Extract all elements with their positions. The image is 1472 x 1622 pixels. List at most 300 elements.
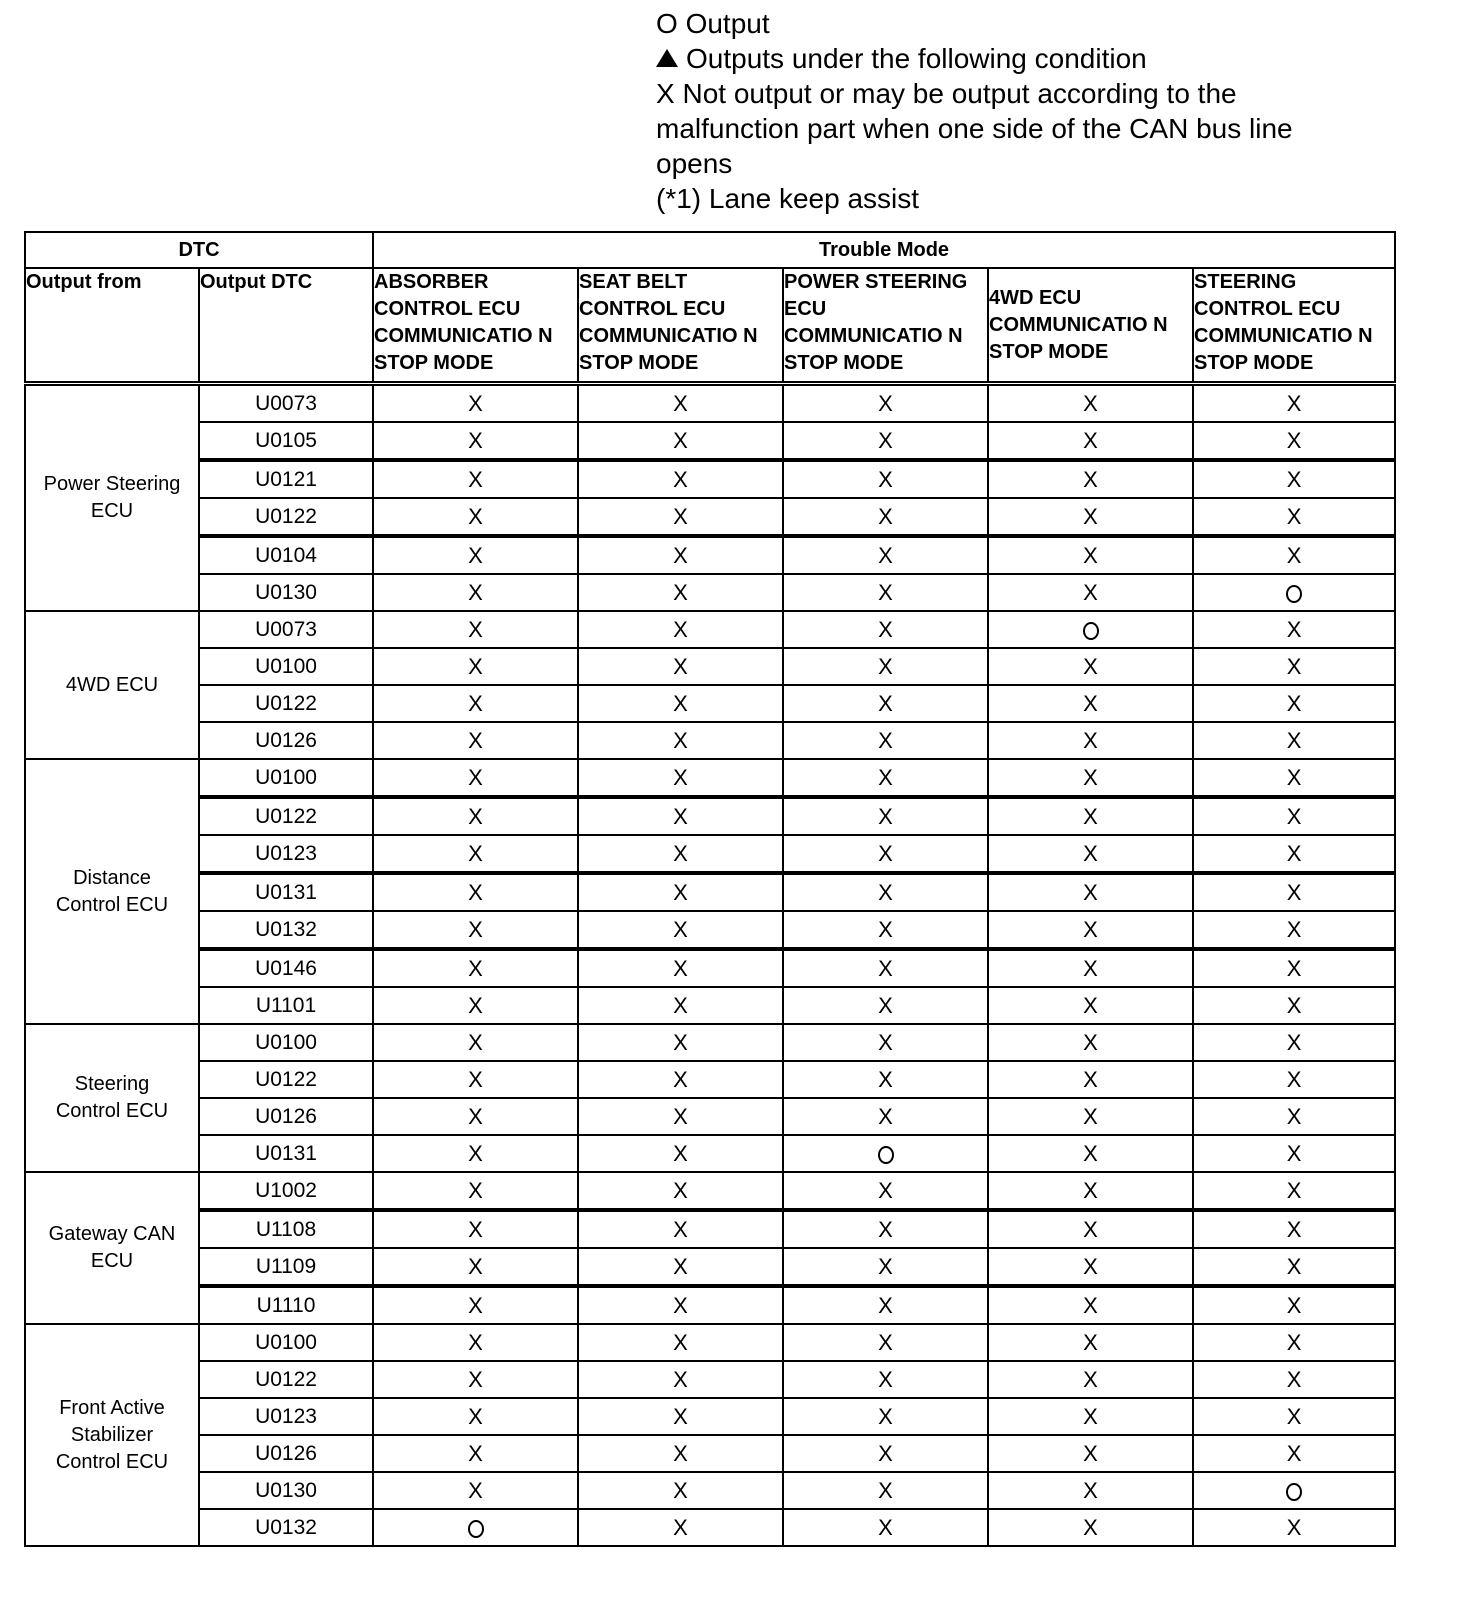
dtc-code-cell: U1108 bbox=[199, 1210, 373, 1248]
legend-condition bbox=[656, 41, 1416, 76]
not-output-x-icon: X bbox=[1286, 466, 1302, 492]
table-row bbox=[25, 611, 1395, 648]
mark-cell bbox=[783, 1472, 988, 1509]
not-output-x-icon: X bbox=[673, 803, 688, 829]
table-row bbox=[25, 1324, 1395, 1361]
mark-cell bbox=[578, 1472, 783, 1509]
mark-cell bbox=[373, 536, 578, 574]
table-row bbox=[25, 1361, 1395, 1398]
mark-cell bbox=[373, 648, 578, 685]
mark-cell bbox=[578, 722, 783, 759]
mark-cell bbox=[373, 987, 578, 1024]
mark-cell bbox=[783, 949, 988, 987]
mark-cell bbox=[1193, 1024, 1395, 1061]
trouble-mode-header: Trouble Mode bbox=[373, 232, 1395, 268]
not-output-x-icon: X bbox=[673, 879, 688, 905]
not-output-x-icon: X bbox=[673, 1066, 688, 1092]
dtc-code-cell: U0105 bbox=[199, 422, 373, 460]
dtc-code-cell: U1109 bbox=[199, 1248, 373, 1286]
triangle-icon bbox=[656, 49, 678, 67]
dtc-code-cell: U0122 bbox=[199, 1361, 373, 1398]
mark-cell bbox=[578, 1398, 783, 1435]
not-output-x-icon: X bbox=[1286, 690, 1302, 716]
not-output-x-icon: X bbox=[1286, 616, 1302, 642]
dtc-code-cell: U0130 bbox=[199, 1472, 373, 1509]
not-output-x-icon: X bbox=[468, 616, 483, 642]
not-output-x-icon: X bbox=[673, 916, 688, 942]
dtc-code-cell: U0121 bbox=[199, 460, 373, 498]
mark-cell bbox=[988, 1286, 1193, 1324]
not-output-x-icon: X bbox=[1286, 1029, 1302, 1055]
mark-cell bbox=[1193, 722, 1395, 759]
not-output-x-icon: X bbox=[673, 1292, 688, 1318]
dtc-code-cell: U0122 bbox=[199, 498, 373, 536]
dtc-code-cell: U0132 bbox=[199, 911, 373, 949]
mark-cell bbox=[988, 797, 1193, 835]
mark-cell bbox=[988, 611, 1193, 648]
table-row bbox=[25, 1210, 1395, 1248]
table-row bbox=[25, 835, 1395, 873]
table-row bbox=[25, 1248, 1395, 1286]
table-row bbox=[25, 1435, 1395, 1472]
not-output-x-icon: X bbox=[673, 503, 688, 529]
mark-cell bbox=[373, 1435, 578, 1472]
mark-cell bbox=[373, 1286, 578, 1324]
not-output-x-icon: X bbox=[1286, 427, 1302, 453]
table-row bbox=[25, 722, 1395, 759]
not-output-x-icon: X bbox=[468, 1403, 483, 1429]
not-output-x-icon: X bbox=[673, 1029, 688, 1055]
mark-cell bbox=[373, 1098, 578, 1135]
mark-cell bbox=[1193, 1210, 1395, 1248]
not-output-x-icon: X bbox=[468, 1216, 483, 1242]
table-row bbox=[25, 498, 1395, 536]
mark-cell bbox=[373, 574, 578, 611]
mark-cell bbox=[578, 1286, 783, 1324]
not-output-x-icon: X bbox=[878, 653, 893, 679]
table-row bbox=[25, 536, 1395, 574]
mark-cell bbox=[578, 498, 783, 536]
dtc-code-cell: U0123 bbox=[199, 1398, 373, 1435]
mark-cell bbox=[373, 1172, 578, 1210]
mark-cell bbox=[578, 1061, 783, 1098]
mark-cell bbox=[783, 498, 988, 536]
not-output-x-icon: X bbox=[1083, 955, 1098, 981]
not-output-x-icon: X bbox=[1286, 1292, 1302, 1318]
mark-cell bbox=[783, 1286, 988, 1324]
not-output-x-icon: X bbox=[1083, 764, 1098, 790]
mark-cell bbox=[1193, 574, 1395, 611]
dtc-code-cell: U0100 bbox=[199, 1324, 373, 1361]
not-output-x-icon: X bbox=[468, 503, 483, 529]
mark-cell bbox=[783, 1210, 988, 1248]
mark-cell bbox=[1193, 685, 1395, 722]
not-output-x-icon: X bbox=[673, 466, 688, 492]
not-output-x-icon: X bbox=[468, 879, 483, 905]
not-output-x-icon: X bbox=[1083, 1103, 1098, 1129]
mark-cell bbox=[988, 648, 1193, 685]
circle-icon: O bbox=[656, 8, 678, 39]
mark-cell bbox=[1193, 1509, 1395, 1546]
not-output-x-icon: X bbox=[673, 764, 688, 790]
mark-cell bbox=[988, 498, 1193, 536]
not-output-x-icon: X bbox=[673, 1216, 688, 1242]
table-row bbox=[25, 422, 1395, 460]
mark-cell bbox=[783, 873, 988, 911]
mark-cell bbox=[578, 797, 783, 835]
not-output-x-icon: X bbox=[1286, 1329, 1302, 1355]
not-output-x-icon: X bbox=[468, 992, 483, 1018]
not-output-x-icon: X bbox=[468, 427, 483, 453]
mark-cell bbox=[1193, 1472, 1395, 1509]
table-row bbox=[25, 911, 1395, 949]
not-output-x-icon: X bbox=[1083, 466, 1098, 492]
not-output-x-icon: X bbox=[1083, 1329, 1098, 1355]
output-from-cell: Gateway CAN ECU bbox=[25, 1172, 199, 1324]
not-output-x-icon: X bbox=[1286, 840, 1302, 866]
mark-cell bbox=[578, 648, 783, 685]
mark-cell bbox=[578, 835, 783, 873]
mark-cell bbox=[783, 685, 988, 722]
mark-cell bbox=[578, 460, 783, 498]
not-output-x-icon: X bbox=[1286, 653, 1302, 679]
mark-cell bbox=[373, 460, 578, 498]
mark-cell bbox=[1193, 873, 1395, 911]
mode-header: 4WD ECU COMMUNICATIO N STOP MODE bbox=[988, 268, 1193, 384]
mark-cell bbox=[988, 1172, 1193, 1210]
output-from-cell: Distance Control ECU bbox=[25, 759, 199, 1024]
mark-cell bbox=[783, 911, 988, 949]
mark-cell bbox=[1193, 835, 1395, 873]
not-output-x-icon: X bbox=[468, 955, 483, 981]
mark-cell bbox=[988, 422, 1193, 460]
mark-cell bbox=[783, 1248, 988, 1286]
not-output-x-icon: X bbox=[673, 542, 688, 568]
mark-cell bbox=[988, 1324, 1193, 1361]
mark-cell bbox=[988, 987, 1193, 1024]
mark-cell bbox=[373, 835, 578, 873]
table-row bbox=[25, 797, 1395, 835]
not-output-x-icon: X bbox=[1286, 916, 1302, 942]
mark-cell bbox=[1193, 1398, 1395, 1435]
mark-cell bbox=[373, 1324, 578, 1361]
not-output-x-icon: X bbox=[1083, 579, 1098, 605]
mark-cell bbox=[1193, 987, 1395, 1024]
not-output-x-icon: X bbox=[468, 840, 483, 866]
not-output-x-icon: X bbox=[1083, 992, 1098, 1018]
not-output-x-icon: X bbox=[878, 616, 893, 642]
not-output-x-icon: X bbox=[673, 1253, 688, 1279]
not-output-x-icon: X bbox=[1083, 840, 1098, 866]
not-output-x-icon: X bbox=[673, 690, 688, 716]
not-output-x-icon: X bbox=[1286, 1066, 1302, 1092]
mark-cell bbox=[1193, 1098, 1395, 1135]
mark-cell bbox=[783, 1398, 988, 1435]
mode-header: POWER STEERING ECU COMMUNICATIO N STOP MODE bbox=[783, 268, 988, 384]
not-output-x-icon: X bbox=[1083, 803, 1098, 829]
mark-cell bbox=[373, 1135, 578, 1172]
mark-cell bbox=[988, 536, 1193, 574]
not-output-x-icon: X bbox=[1286, 1366, 1302, 1392]
mark-cell bbox=[783, 574, 988, 611]
mark-cell bbox=[373, 1061, 578, 1098]
mark-cell bbox=[578, 1098, 783, 1135]
mark-cell bbox=[578, 536, 783, 574]
output-circle-icon bbox=[1083, 622, 1099, 640]
not-output-x-icon: X bbox=[878, 992, 893, 1018]
not-output-x-icon: X bbox=[1286, 1177, 1302, 1203]
not-output-x-icon: X bbox=[1083, 1403, 1098, 1429]
not-output-x-icon: X bbox=[1286, 727, 1302, 753]
mark-cell bbox=[1193, 1286, 1395, 1324]
not-output-x-icon: X bbox=[1083, 1440, 1098, 1466]
not-output-x-icon: X bbox=[468, 803, 483, 829]
dtc-code-cell: U0100 bbox=[199, 759, 373, 797]
not-output-x-icon: X bbox=[468, 1366, 483, 1392]
mark-cell bbox=[1193, 949, 1395, 987]
not-output-x-icon: X bbox=[468, 764, 483, 790]
not-output-x-icon: X bbox=[468, 1029, 483, 1055]
not-output-x-icon: X bbox=[878, 1177, 893, 1203]
mark-cell bbox=[988, 460, 1193, 498]
not-output-x-icon: X bbox=[1083, 1140, 1098, 1166]
mark-cell bbox=[578, 1135, 783, 1172]
mark-cell bbox=[783, 1435, 988, 1472]
not-output-x-icon: X bbox=[673, 1366, 688, 1392]
output-from-cell: Front Active Stabilizer Control ECU bbox=[25, 1324, 199, 1546]
mark-cell bbox=[1193, 1061, 1395, 1098]
not-output-x-icon: X bbox=[878, 803, 893, 829]
mark-cell bbox=[1193, 1361, 1395, 1398]
table-row bbox=[25, 1135, 1395, 1172]
not-output-x-icon: X bbox=[878, 1216, 893, 1242]
not-output-x-icon: X bbox=[468, 466, 483, 492]
mark-cell bbox=[1193, 536, 1395, 574]
mark-cell bbox=[578, 1324, 783, 1361]
table-row bbox=[25, 574, 1395, 611]
not-output-x-icon: X bbox=[1083, 1253, 1098, 1279]
mark-cell bbox=[1193, 611, 1395, 648]
not-output-x-icon: X bbox=[1083, 1216, 1098, 1242]
mark-cell bbox=[373, 1509, 578, 1546]
not-output-x-icon: X bbox=[1083, 390, 1098, 416]
not-output-x-icon: X bbox=[1083, 1177, 1098, 1203]
legend-output-label: Output bbox=[685, 8, 770, 39]
not-output-x-icon: X bbox=[673, 1177, 688, 1203]
output-circle-icon bbox=[1286, 585, 1302, 603]
output-dtc-header: Output DTC bbox=[199, 268, 373, 384]
not-output-x-icon: X bbox=[673, 1140, 688, 1166]
table-row bbox=[25, 1509, 1395, 1546]
not-output-x-icon: X bbox=[878, 840, 893, 866]
mark-cell bbox=[578, 422, 783, 460]
not-output-x-icon: X bbox=[1286, 1440, 1302, 1466]
mark-cell bbox=[988, 1061, 1193, 1098]
table-row bbox=[25, 1398, 1395, 1435]
not-output-x-icon: X bbox=[878, 690, 893, 716]
not-output-x-icon: X bbox=[1083, 1292, 1098, 1318]
mark-cell bbox=[783, 1024, 988, 1061]
mark-cell bbox=[578, 1210, 783, 1248]
mark-cell bbox=[578, 1361, 783, 1398]
not-output-x-icon: X bbox=[1286, 764, 1302, 790]
mark-cell bbox=[1193, 797, 1395, 835]
not-output-x-icon: X bbox=[1286, 992, 1302, 1018]
mark-cell bbox=[988, 949, 1193, 987]
table-row bbox=[25, 949, 1395, 987]
not-output-x-icon: X bbox=[878, 916, 893, 942]
mark-cell bbox=[373, 873, 578, 911]
output-from-cell: Steering Control ECU bbox=[25, 1024, 199, 1172]
mark-cell bbox=[1193, 1172, 1395, 1210]
mark-cell bbox=[578, 873, 783, 911]
not-output-x-icon: X bbox=[878, 1029, 893, 1055]
mark-cell bbox=[373, 384, 578, 423]
table-row bbox=[25, 1061, 1395, 1098]
dtc-code-cell: U0126 bbox=[199, 1435, 373, 1472]
not-output-x-icon: X bbox=[1083, 727, 1098, 753]
mark-cell bbox=[373, 498, 578, 536]
mark-cell bbox=[373, 797, 578, 835]
mark-cell bbox=[783, 1361, 988, 1398]
mark-cell bbox=[578, 1509, 783, 1546]
not-output-x-icon: X bbox=[468, 1477, 483, 1503]
not-output-x-icon: X bbox=[1286, 879, 1302, 905]
not-output-x-icon: X bbox=[878, 1292, 893, 1318]
x-icon: X bbox=[656, 78, 675, 109]
not-output-x-icon: X bbox=[878, 727, 893, 753]
mark-cell bbox=[1193, 384, 1395, 423]
not-output-x-icon: X bbox=[878, 579, 893, 605]
not-output-x-icon: X bbox=[1083, 916, 1098, 942]
not-output-x-icon: X bbox=[1083, 1366, 1098, 1392]
not-output-x-icon: X bbox=[468, 1253, 483, 1279]
legend-output bbox=[656, 6, 1416, 41]
legend-not-output-label: Not output or may be output according to the malfunction part when one side of the CAN bus line opens bbox=[656, 78, 1293, 179]
not-output-x-icon: X bbox=[1083, 503, 1098, 529]
dtc-code-cell: U0123 bbox=[199, 835, 373, 873]
mark-cell bbox=[783, 797, 988, 835]
mark-cell bbox=[783, 1509, 988, 1546]
output-from-header: Output from bbox=[25, 268, 199, 384]
not-output-x-icon: X bbox=[1286, 1403, 1302, 1429]
not-output-x-icon: X bbox=[673, 1440, 688, 1466]
output-from-cell: 4WD ECU bbox=[25, 611, 199, 759]
not-output-x-icon: X bbox=[468, 1140, 483, 1166]
mark-cell bbox=[578, 611, 783, 648]
dtc-code-cell: U1101 bbox=[199, 987, 373, 1024]
mark-cell bbox=[578, 1172, 783, 1210]
mark-cell bbox=[783, 422, 988, 460]
not-output-x-icon: X bbox=[1083, 690, 1098, 716]
mark-cell bbox=[988, 1248, 1193, 1286]
not-output-x-icon: X bbox=[878, 1103, 893, 1129]
table-row bbox=[25, 1098, 1395, 1135]
not-output-x-icon: X bbox=[468, 653, 483, 679]
not-output-x-icon: X bbox=[468, 390, 483, 416]
mark-cell bbox=[783, 611, 988, 648]
not-output-x-icon: X bbox=[673, 1514, 688, 1540]
mark-cell bbox=[373, 722, 578, 759]
not-output-x-icon: X bbox=[468, 542, 483, 568]
dtc-code-cell: U0131 bbox=[199, 873, 373, 911]
dtc-code-cell: U0100 bbox=[199, 648, 373, 685]
dtc-code-cell: U0100 bbox=[199, 1024, 373, 1061]
mark-cell bbox=[783, 536, 988, 574]
dtc-code-cell: U0073 bbox=[199, 611, 373, 648]
not-output-x-icon: X bbox=[673, 579, 688, 605]
mark-cell bbox=[373, 949, 578, 987]
not-output-x-icon: X bbox=[1286, 1514, 1302, 1540]
mark-cell bbox=[783, 460, 988, 498]
mark-cell bbox=[1193, 759, 1395, 797]
not-output-x-icon: X bbox=[1286, 1140, 1302, 1166]
mark-cell bbox=[988, 1135, 1193, 1172]
not-output-x-icon: X bbox=[673, 992, 688, 1018]
mark-cell bbox=[783, 759, 988, 797]
mark-cell bbox=[373, 911, 578, 949]
mode-header: SEAT BELT CONTROL ECU COMMUNICATIO N STOP MODE bbox=[578, 268, 783, 384]
not-output-x-icon: X bbox=[1083, 1477, 1098, 1503]
not-output-x-icon: X bbox=[468, 1103, 483, 1129]
mark-cell bbox=[1193, 1324, 1395, 1361]
mark-cell bbox=[1193, 460, 1395, 498]
mark-cell bbox=[373, 422, 578, 460]
mark-cell bbox=[783, 987, 988, 1024]
mark-cell bbox=[783, 384, 988, 423]
output-from-cell: Power Steering ECU bbox=[25, 384, 199, 612]
not-output-x-icon: X bbox=[673, 1329, 688, 1355]
not-output-x-icon: X bbox=[1083, 1029, 1098, 1055]
mark-cell bbox=[578, 987, 783, 1024]
mark-cell bbox=[578, 574, 783, 611]
not-output-x-icon: X bbox=[878, 1514, 893, 1540]
dtc-header: DTC bbox=[25, 232, 373, 268]
not-output-x-icon: X bbox=[468, 1177, 483, 1203]
not-output-x-icon: X bbox=[468, 1440, 483, 1466]
mark-cell bbox=[373, 1361, 578, 1398]
dtc-code-cell: U0132 bbox=[199, 1509, 373, 1546]
mark-cell bbox=[988, 759, 1193, 797]
table-row bbox=[25, 1172, 1395, 1210]
not-output-x-icon: X bbox=[878, 1477, 893, 1503]
not-output-x-icon: X bbox=[1083, 879, 1098, 905]
mark-cell bbox=[783, 835, 988, 873]
mark-cell bbox=[783, 1135, 988, 1172]
mark-cell bbox=[578, 949, 783, 987]
mark-cell bbox=[988, 1435, 1193, 1472]
dtc-code-cell: U1002 bbox=[199, 1172, 373, 1210]
mark-cell bbox=[1193, 1248, 1395, 1286]
mark-cell bbox=[1193, 422, 1395, 460]
mark-cell bbox=[373, 685, 578, 722]
mode-header: STEERING CONTROL ECU COMMUNICATIO N STOP MODE bbox=[1193, 268, 1395, 384]
mark-cell bbox=[1193, 1135, 1395, 1172]
table-row bbox=[25, 384, 1395, 423]
table-body bbox=[25, 384, 1395, 1547]
dtc-code-cell: U0122 bbox=[199, 1061, 373, 1098]
dtc-code-cell: U0073 bbox=[199, 384, 373, 423]
mark-cell bbox=[1193, 498, 1395, 536]
dtc-code-cell: U0126 bbox=[199, 1098, 373, 1135]
mark-cell bbox=[988, 1098, 1193, 1135]
mark-cell bbox=[988, 835, 1193, 873]
mark-cell bbox=[373, 1248, 578, 1286]
mark-cell bbox=[783, 1098, 988, 1135]
legend-not-output bbox=[656, 76, 1346, 181]
not-output-x-icon: X bbox=[1083, 653, 1098, 679]
not-output-x-icon: X bbox=[878, 764, 893, 790]
